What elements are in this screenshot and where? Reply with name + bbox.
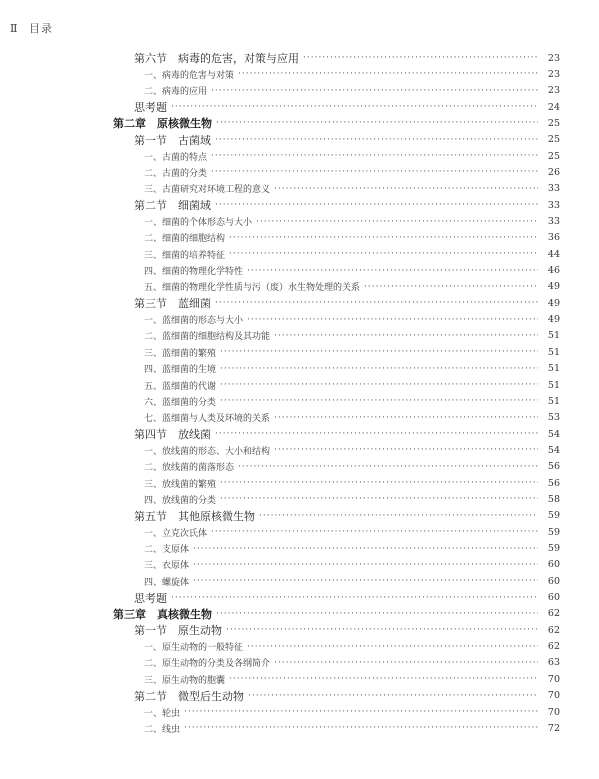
toc-page-number: 23 — [547, 85, 560, 97]
dot-leader — [193, 573, 538, 589]
toc-entry-item[interactable] — [144, 557, 560, 573]
dot-leader — [193, 541, 538, 557]
toc-page-number: 49 — [547, 297, 560, 309]
dot-leader — [247, 312, 538, 328]
toc-page-number: 54 — [547, 444, 560, 456]
toc-entry-item[interactable] — [144, 442, 560, 458]
toc-entry-title: 第二节 细菌域 — [134, 199, 211, 213]
toc-page-number: 62 — [547, 608, 560, 620]
toc-entry-title: 第四节 放线菌 — [134, 428, 211, 442]
toc-entry-item[interactable] — [144, 214, 560, 230]
toc-entry-title: 五、蓝细菌的代谢 — [144, 381, 217, 392]
toc-entry-chapter[interactable] — [113, 606, 560, 622]
toc-entry-item[interactable] — [144, 263, 560, 279]
dot-leader — [216, 115, 538, 131]
toc-entry-title: 一、原生动物的一般特征 — [144, 643, 244, 654]
toc-page-number: 70 — [547, 706, 560, 718]
dot-leader — [274, 181, 538, 197]
toc-entry-title: 一、细菌的个体形态与大小 — [144, 218, 253, 228]
toc-entry-item[interactable] — [144, 83, 560, 99]
toc-entry-title: 第一节 原生动物 — [134, 624, 222, 638]
dot-leader — [274, 655, 538, 671]
toc-page-number: 36 — [547, 232, 560, 244]
dot-leader — [274, 328, 538, 344]
toc-page-number: 56 — [547, 461, 560, 473]
toc-page-number: 70 — [547, 673, 560, 685]
toc-page-number: 23 — [547, 52, 560, 64]
toc-page-number: 46 — [547, 265, 560, 277]
toc-page-number: 56 — [547, 477, 560, 489]
toc-page-number: 44 — [547, 248, 560, 260]
toc-entry-title: 二、细菌的细胞结构 — [144, 234, 226, 245]
dot-leader — [171, 590, 538, 606]
dot-leader — [226, 622, 538, 638]
toc-entry-section[interactable] — [134, 688, 560, 704]
toc-entry-title: 一、蓝细菌的形态与大小 — [144, 316, 244, 327]
toc-entry-title: 第一节 古菌域 — [134, 133, 211, 147]
toc-entry-title: 二、蓝细菌的细胞结构及其功能 — [144, 332, 271, 343]
dot-leader — [220, 344, 538, 360]
toc-entry-chapter[interactable] — [113, 115, 560, 131]
toc-entry-title: 一、立克次氏体 — [144, 528, 208, 539]
toc-page-number: 51 — [547, 363, 560, 375]
toc-entry-title: 一、古菌的特点 — [144, 152, 208, 163]
toc-entry-title: 一、病毒的危害与对策 — [144, 70, 235, 81]
toc-entry-item[interactable] — [144, 181, 560, 197]
toc-entry-item[interactable] — [144, 475, 560, 491]
dot-leader — [248, 688, 538, 704]
toc-page-number: 70 — [547, 690, 560, 702]
toc-page-number: 25 — [547, 134, 560, 146]
toc-entry-title: 三、原生动物的胞囊 — [144, 675, 226, 686]
toc-entry-title: 四、放线菌的分类 — [144, 495, 217, 506]
toc-page-number: 25 — [547, 150, 560, 162]
dot-leader — [247, 639, 538, 655]
toc-entry-title: 第三章 真核微生物 — [113, 607, 212, 621]
toc-entry-title: 二、原生动物的分类及各纲简介 — [144, 659, 271, 670]
dot-leader — [211, 524, 538, 540]
dot-leader — [211, 148, 538, 164]
toc-entry-title: 第三节 蓝细菌 — [134, 297, 211, 311]
dot-leader — [215, 197, 538, 213]
dot-leader — [216, 606, 538, 622]
dot-leader — [215, 295, 538, 311]
toc-entry-title: 思考题 — [134, 101, 167, 115]
toc-entry-title: 七、蓝细菌与人类及环境的关系 — [144, 414, 271, 425]
dot-leader — [303, 50, 538, 66]
dot-leader — [229, 246, 538, 262]
dot-leader — [211, 164, 538, 180]
toc-entry-section[interactable] — [134, 99, 560, 115]
dot-leader — [215, 132, 538, 148]
toc-page-number: 72 — [547, 722, 560, 734]
toc-entry-title: 三、细菌的培养特征 — [144, 250, 226, 261]
toc-page-number: 60 — [547, 575, 560, 587]
toc-entry-title: 四、螺旋体 — [144, 577, 190, 588]
dot-leader — [211, 83, 538, 99]
toc-entry-section[interactable] — [134, 622, 560, 638]
dot-leader — [274, 410, 538, 426]
dot-leader — [256, 214, 538, 230]
toc-page-number: 60 — [547, 559, 560, 571]
toc-entry-title: 第二节 微型后生动物 — [134, 689, 244, 703]
toc-entry-item[interactable] — [144, 344, 560, 360]
toc-entry-item[interactable] — [144, 491, 560, 507]
toc-entry-item[interactable] — [144, 230, 560, 246]
toc-entry-section[interactable] — [134, 50, 560, 66]
toc-page-number: 49 — [547, 281, 560, 293]
toc-entry-section[interactable] — [134, 295, 560, 311]
dot-leader — [215, 426, 538, 442]
toc-entry-title: 二、支原体 — [144, 545, 190, 555]
toc-page-number: 33 — [547, 183, 560, 195]
dot-leader — [364, 279, 538, 295]
toc-page-number: 63 — [547, 657, 560, 669]
dot-leader — [171, 99, 538, 115]
toc-entry-title: 三、衣原体 — [144, 561, 190, 572]
toc-entry-title: 四、蓝细菌的生境 — [144, 365, 217, 376]
toc-entry-item[interactable] — [144, 279, 560, 295]
toc-entry-title: 一、放线菌的形态、大小和结构 — [144, 446, 271, 457]
toc-entry-item[interactable] — [144, 655, 560, 671]
toc-page-number: 60 — [547, 592, 560, 604]
toc-page-number: 59 — [547, 543, 560, 554]
toc-page-number: 33 — [547, 199, 560, 211]
dot-leader — [238, 459, 538, 475]
toc-entry-item[interactable] — [144, 671, 560, 687]
toc-entry-title: 五、细菌的物理化学性质与污（废）水生物处理的关系 — [144, 283, 361, 294]
toc-page-number: 62 — [547, 624, 560, 636]
toc-page-number: 24 — [547, 101, 560, 113]
toc-page-number: 25 — [547, 117, 560, 129]
toc-entry-title: 第五节 其他原核微生物 — [134, 509, 255, 523]
page-roman-numeral: Ⅱ — [10, 22, 19, 35]
toc-page-number: 59 — [547, 526, 560, 538]
toc-entry-item[interactable] — [144, 312, 560, 328]
toc-page-number: 51 — [547, 330, 560, 342]
toc-page-number: 54 — [547, 428, 560, 440]
dot-leader — [220, 491, 538, 507]
toc-page-number: 26 — [547, 166, 560, 178]
toc-entry-title: 六、蓝细菌的分类 — [144, 397, 217, 408]
toc-entry-item[interactable] — [144, 410, 560, 426]
dot-leader — [229, 671, 538, 687]
dot-leader — [229, 230, 538, 246]
dot-leader — [184, 720, 538, 736]
toc-entry-title: 第二章 原核微生物 — [113, 117, 212, 131]
toc-entry-item[interactable] — [144, 246, 560, 262]
header-label: 目录 — [28, 22, 53, 35]
toc-entry-item[interactable] — [144, 361, 560, 377]
toc-entry-title: 二、放线菌的菌落形态 — [144, 463, 235, 474]
toc-entry-title: 第六节 病毒的危害，对策与应用 — [134, 52, 299, 65]
toc-entry-title: 二、线虫 — [144, 724, 181, 735]
toc-entry-item[interactable] — [144, 164, 560, 180]
toc-entry-section[interactable] — [134, 508, 560, 524]
dot-leader — [220, 475, 538, 491]
toc-page-number: 51 — [547, 395, 560, 407]
toc-entry-item[interactable] — [144, 720, 560, 736]
dot-leader — [247, 263, 538, 279]
toc-entry-section[interactable] — [134, 197, 560, 213]
toc-entry-section[interactable] — [134, 426, 560, 442]
toc-entry-title: 三、古菌研究对环境工程的意义 — [144, 185, 271, 196]
toc-entry-item[interactable] — [144, 148, 560, 164]
toc-entry-section[interactable] — [134, 132, 560, 148]
toc-entry-title: 三、放线菌的繁殖 — [144, 479, 217, 490]
toc-entry-title: 三、蓝细菌的繁殖 — [144, 348, 217, 359]
dot-leader — [274, 442, 538, 458]
toc-page-number: 59 — [547, 510, 560, 522]
dot-leader — [220, 361, 538, 377]
toc-entry-item[interactable] — [144, 66, 560, 82]
toc-entry-item[interactable] — [144, 377, 560, 393]
toc-page-number: 51 — [547, 379, 560, 391]
toc-entry-title: 二、病毒的应用 — [144, 87, 208, 98]
dot-leader — [220, 393, 538, 409]
toc-entry-item[interactable] — [144, 541, 560, 557]
running-header — [10, 20, 53, 36]
dot-leader — [238, 66, 538, 82]
toc-page-number: 53 — [547, 412, 560, 424]
toc-entry-item[interactable] — [144, 704, 560, 720]
toc-entry-item[interactable] — [144, 524, 560, 540]
toc-entry-item[interactable] — [144, 328, 560, 344]
toc-entry-title: 二、古菌的分类 — [144, 168, 208, 179]
toc-page-number: 51 — [547, 346, 560, 358]
toc-entry-item[interactable] — [144, 459, 560, 475]
toc-entry-title: 思考题 — [134, 591, 167, 605]
toc-page-number: 58 — [547, 493, 560, 505]
dot-leader — [259, 508, 538, 524]
toc-entry-item[interactable] — [144, 573, 560, 589]
toc-page-number: 49 — [547, 314, 560, 326]
toc-entry-title: 四、细菌的物理化学特性 — [144, 267, 244, 278]
dot-leader — [220, 377, 538, 393]
toc-page-number: 23 — [547, 68, 560, 80]
toc-page-number: 33 — [547, 216, 560, 227]
dot-leader — [184, 704, 538, 720]
toc-entry-item[interactable] — [144, 639, 560, 655]
toc-page-number: 62 — [547, 641, 560, 653]
toc-entry-title: 一、轮虫 — [144, 708, 181, 719]
dot-leader — [193, 557, 538, 573]
toc-entry-item[interactable] — [144, 393, 560, 409]
toc-entry-section[interactable] — [134, 590, 560, 606]
